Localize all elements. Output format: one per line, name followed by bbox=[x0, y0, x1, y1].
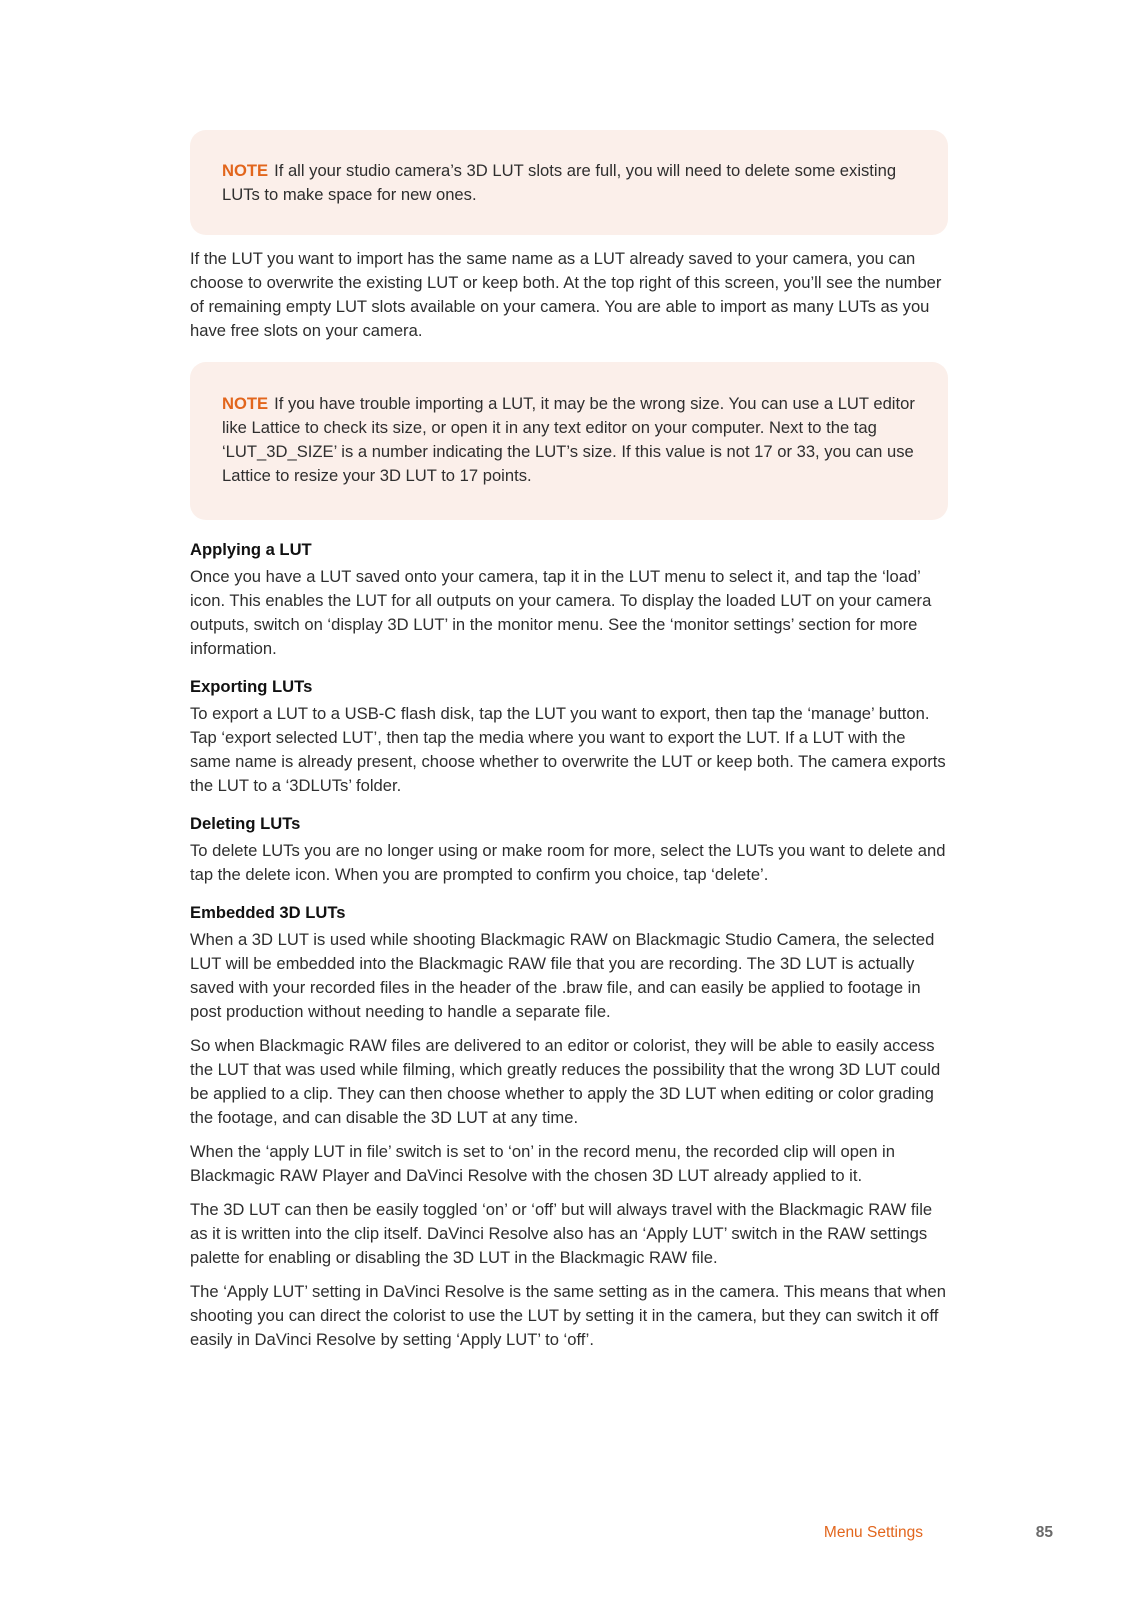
section-paragraph: Once you have a LUT saved onto your camera, tap it in the LUT menu to select it, and tap the ‘load’ icon. This enables the LUT for all outputs on your camera. To display the loaded LUT on your camera outputs, switch on ‘display 3D LUT’ in the monitor menu. See the ‘monitor settings’ section for more information. bbox=[190, 567, 932, 658]
note-text: If all your studio camera’s 3D LUT slots are full, you will need to delete some existing LUTs to make space for new ones. bbox=[222, 161, 897, 204]
footer-page-number: 85 bbox=[1035, 1524, 1053, 1541]
section-paragraph: The 3D LUT can then be easily toggled ‘on’ or ‘off’ but will always travel with the Blackmagic RAW file as it is written into the clip itself. DaVinci Resolve also has an ‘Apply LUT’ switch in the RAW settings palette for enabling or disabling the 3D LUT in the Blackmagic RAW file. bbox=[190, 1200, 933, 1267]
section-exporting-luts bbox=[190, 675, 948, 798]
note-box bbox=[190, 130, 948, 235]
section-heading: Applying a LUT bbox=[190, 540, 312, 559]
page-content bbox=[190, 130, 948, 1352]
footer-section-name: Menu Settings bbox=[823, 1524, 923, 1541]
intro-paragraph: If the LUT you want to import has the same name as a LUT already saved to your camera, you can choose to overwrite the existing LUT or keep both. At the top right of this screen, you’ll see the number of remaining empty LUT slots available on your camera. You are able to import as many LUTs as you have free slots on your camera. bbox=[190, 249, 942, 340]
section-heading: Deleting LUTs bbox=[190, 814, 301, 833]
section-embedded-3d-luts bbox=[190, 901, 948, 1352]
section-paragraph: To export a LUT to a USB-C flash disk, tap the LUT you want to export, then tap the ‘manage’ button. Tap ‘export selected LUT’, then tap the media where you want to export the LUT. If a LUT with the same name is already present, choose whether to overwrite the LUT or keep both. The camera exports the LUT to a ‘3DLUTs’ folder. bbox=[190, 704, 946, 795]
section-paragraph: When a 3D LUT is used while shooting Blackmagic RAW on Blackmagic Studio Camera, the selected LUT will be embedded into the Blackmagic RAW file that you are recording. The 3D LUT is actually saved with your recorded files in the header of the .braw file, and can easily be applied to footage in post production without needing to handle a separate file. bbox=[190, 930, 935, 1021]
note-text: If you have trouble importing a LUT, it may be the wrong size. You can use a LUT editor like Lattice to check its size, or open it in any text editor on your computer. Next to the tag ‘LUT_3D_SIZE’ is a number indicating the LUT’s size. If this value is not 17 or 33, you can use Lattice to resize your 3D LUT to 17 points. bbox=[222, 394, 915, 485]
note-box bbox=[190, 362, 948, 520]
section-paragraph: To delete LUTs you are no longer using or make room for more, select the LUTs you want to delete and tap the delete icon. When you are prompted to confirm you choice, tap ‘delete’. bbox=[190, 841, 946, 884]
section-applying-lut bbox=[190, 538, 948, 661]
note-label: NOTE bbox=[222, 161, 269, 180]
section-deleting-luts bbox=[190, 812, 948, 887]
section-paragraph: The ‘Apply LUT’ setting in DaVinci Resolve is the same setting as in the camera. This means that when shooting you can direct the colorist to use the LUT by setting it in the camera, but they can switch it off easily in DaVinci Resolve by setting ‘Apply LUT’ to ‘off’. bbox=[190, 1282, 946, 1349]
note-label: NOTE bbox=[222, 394, 269, 413]
section-paragraph: When the ‘apply LUT in file’ switch is set to ‘on’ in the record menu, the recorded clip will open in Blackmagic RAW Player and DaVinci Resolve with the chosen 3D LUT already applied to it. bbox=[190, 1142, 895, 1185]
section-heading: Exporting LUTs bbox=[190, 677, 313, 696]
section-paragraph: So when Blackmagic RAW files are delivered to an editor or colorist, they will be able to easily access the LUT that was used while filming, which greatly reduces the possibility that the wrong 3D LUT could be applied to a clip. They can then choose whether to apply the 3D LUT when editing or color grading the footage, and can disable the 3D LUT at any time. bbox=[190, 1036, 941, 1127]
section-heading: Embedded 3D LUTs bbox=[190, 903, 346, 922]
